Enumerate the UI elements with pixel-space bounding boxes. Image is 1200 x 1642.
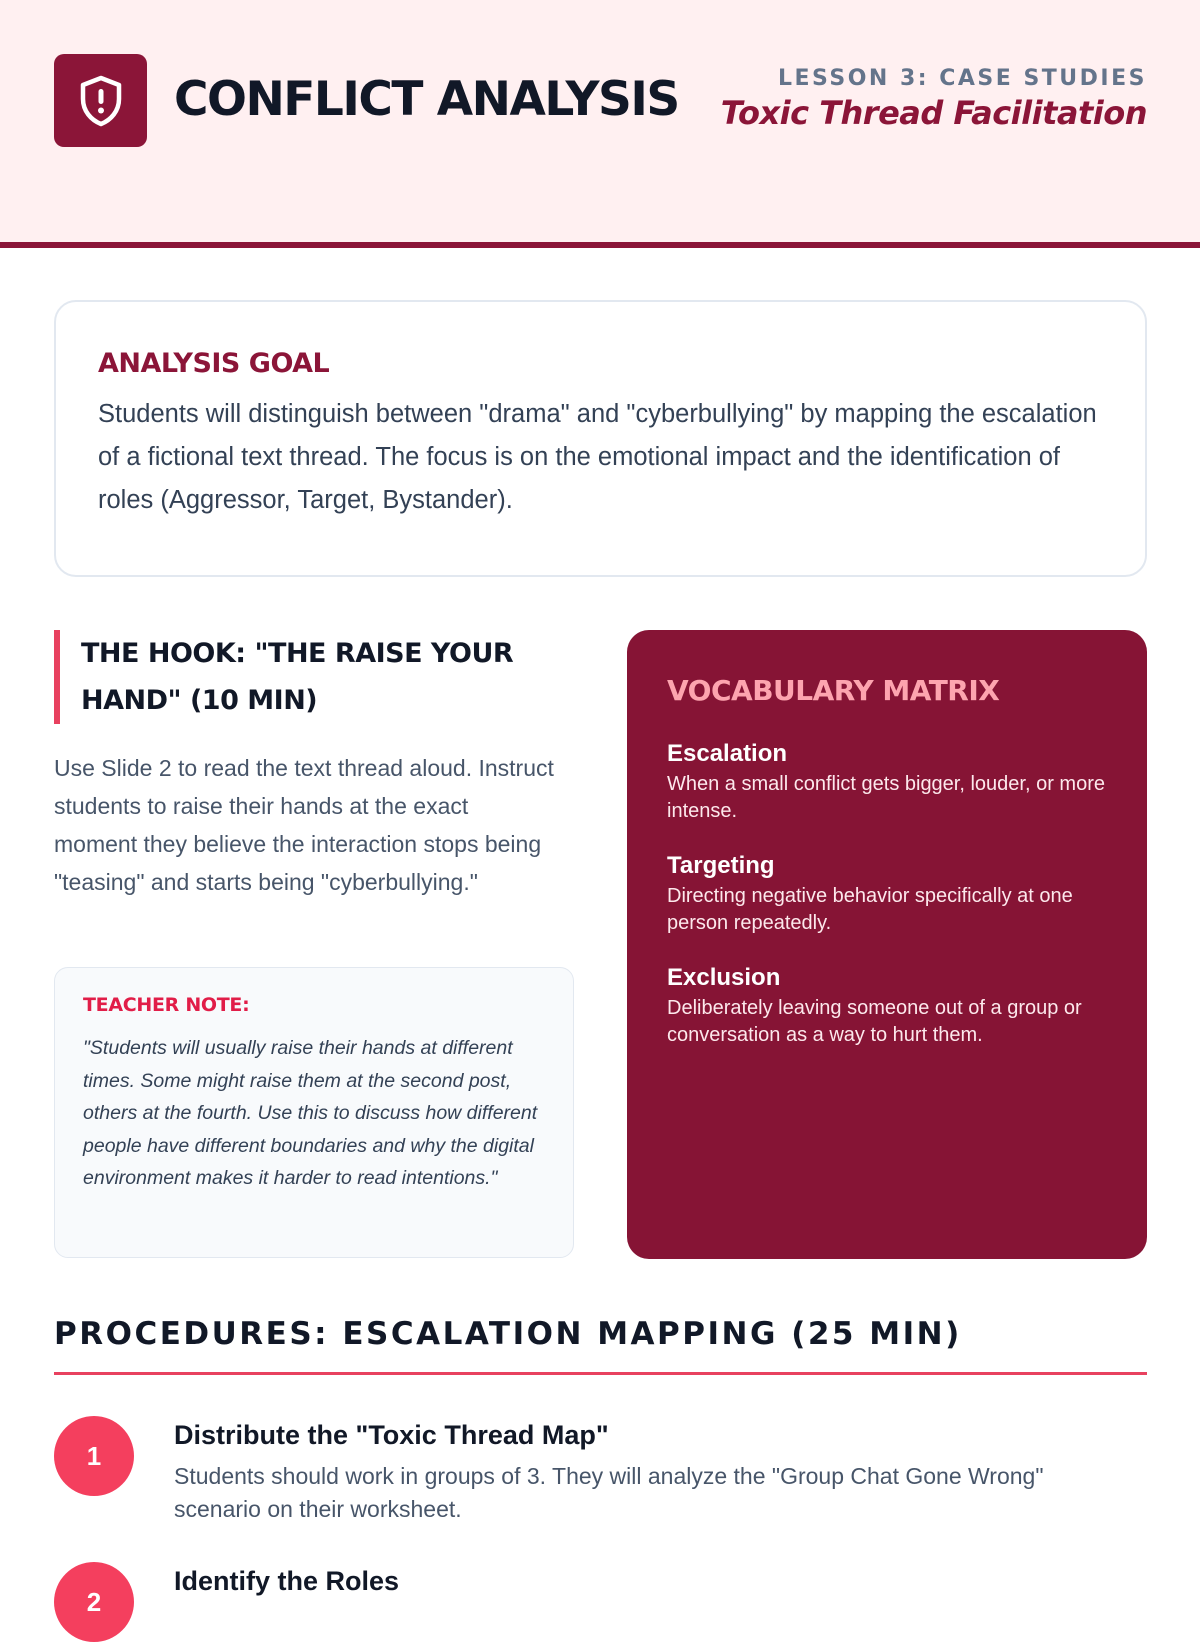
hook-heading-block	[54, 630, 554, 724]
vocab-item	[667, 963, 1107, 1049]
lesson-label: LESSON 3: CASE STUDIES	[777, 66, 1147, 91]
step-number-badge: 1	[54, 1416, 134, 1496]
hook-instructions: Use Slide 2 to read the text thread aloud. Instruct students to raise their hands at the exact moment they believe the interaction stops being "teasing" and starts being "cyberbullying."	[54, 755, 554, 895]
lesson-logo	[54, 54, 147, 147]
step-description: Students should work in groups of 3. They will analyze the "Group Chat Gone Wrong" scenario on their worksheet.	[174, 1463, 1044, 1522]
procedures-title: PROCEDURES: ESCALATION MAPPING (25 MIN)	[54, 1316, 962, 1352]
analysis-goal-card	[54, 300, 1147, 577]
vocab-term: Targeting	[667, 852, 775, 879]
teacher-note-label: TEACHER NOTE:	[83, 994, 250, 1016]
page-header	[0, 0, 1200, 248]
vocabulary-heading: VOCABULARY MATRIX	[667, 674, 1000, 707]
vocab-term: Exclusion	[667, 964, 781, 991]
vocab-term: Escalation	[667, 740, 788, 767]
step-title: Distribute the "Toxic Thread Map"	[174, 1420, 609, 1450]
teacher-note-card	[54, 967, 574, 1258]
vocabulary-matrix-card	[627, 630, 1147, 1259]
vocab-item	[667, 739, 1107, 825]
lesson-title: Toxic Thread Facilitation	[720, 94, 1147, 132]
step-number-badge: 2	[54, 1562, 134, 1642]
teacher-note-text: "Students will usually raise their hands at different times. Some might raise them at the second post, others at the fourth. Use this to discuss how different people have different boundaries and why the digital environment makes it harder to read intentions."	[83, 1037, 538, 1189]
analysis-goal-text: Students will distinguish between "drama" and "cyberbullying" by mapping the escalation of a fictional text thread. The focus is on the emotional impact and the identification of roles (Aggressor, Target, Bystander).	[98, 400, 1097, 514]
hook-title: THE HOOK: "THE RAISE YOUR HAND" (10 MIN)	[81, 638, 514, 716]
vocab-item	[667, 851, 1107, 937]
analysis-goal-heading: ANALYSIS GOAL	[98, 348, 330, 379]
vocab-definition: Directing negative behavior specifically at one person repeatedly.	[667, 885, 1073, 934]
step-title: Identify the Roles	[174, 1566, 400, 1596]
vocab-definition: Deliberately leaving someone out of a group or conversation as a way to hurt them.	[667, 997, 1082, 1046]
document-title: CONFLICT ANALYSIS	[174, 72, 679, 127]
shield-alert-icon	[78, 75, 124, 127]
vocab-definition: When a small conflict gets bigger, louder, or more intense.	[667, 773, 1105, 822]
procedures-divider	[54, 1372, 1147, 1375]
